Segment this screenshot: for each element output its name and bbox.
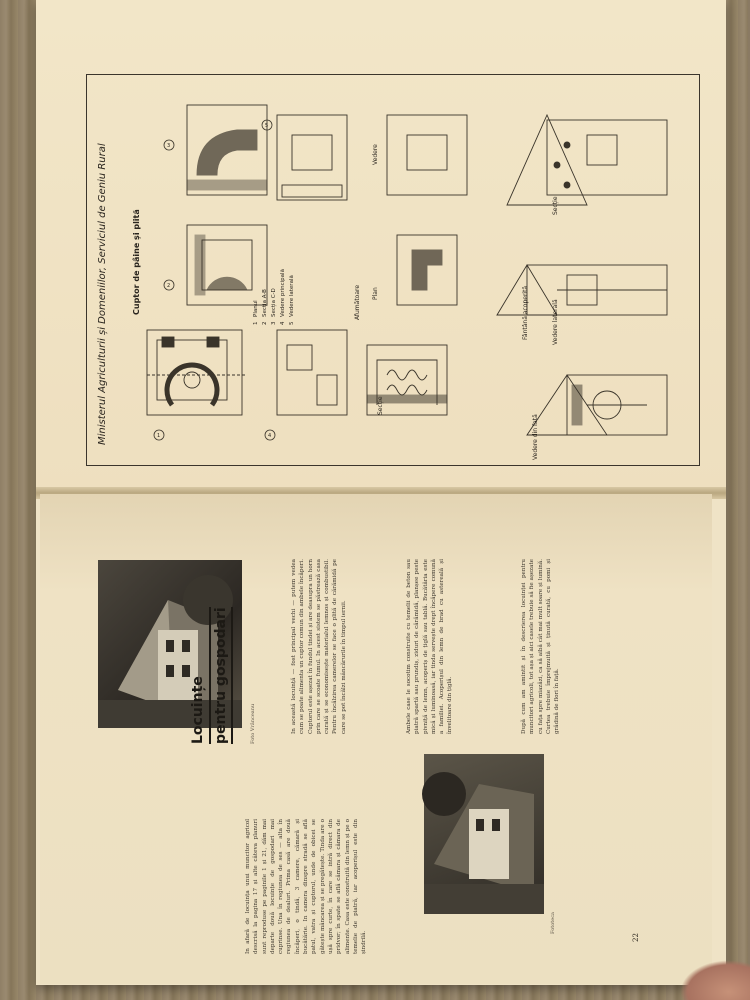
- title-line-1: Locuințe: [190, 676, 206, 744]
- article-title: [190, 607, 233, 744]
- marker-1: 1: [157, 433, 161, 439]
- article-page: [40, 494, 712, 984]
- label-sectie-right: Secție: [552, 196, 559, 215]
- label-vedere-din-fata: Vedere din față: [532, 414, 539, 460]
- article-column-1: In afară de locuința unui muncitor agricol descrisă la pagina 17 și alte câteva planuri sunt reproduse pe paginile 1 și 21, dăm mai departe două locuințe de gospodari mai cuprinse. Una în regiunea de ses — alta în regiunea de dealuri. Prima casă are două încăperi, o tindă, 3 camere, cămară și bucătărie. In camera dinspre stradă se află patul, vatra și cuptorul, unde de obicei se gătește mâncarea și se pregătește. Tinda are o ușă spre curte, în care se intră direct din pridvor; în spate se află cămara și cămara de alimente. Casa este construită din lemn și pe o temelie de piatră, iar acoperișul este din șindrilă.: [245, 819, 368, 954]
- legend-label-5: Vedere laterală: [289, 275, 295, 317]
- legend-label-3: Secția C-D: [271, 288, 277, 317]
- section-title: Cuptor de pâine și plită: [132, 209, 141, 315]
- open-magazine: [36, 0, 726, 985]
- article-column-2: In această locuință — fost principal vechi — putem vedea cum se poate alimenta un cuptor comun din ambele încăperi. Cuptorul este așezat în fundul tindei și are deasupra un horn prin care se scoate fumul. In acest sistem se păstrează casa curată și se economisește materialul lemnos și combustibil. Pentru încălzirea camerelor se face o plită de cărămidă pe care se pot încălzi mâncărurile în timpul iernii.: [291, 559, 347, 734]
- label-plan: Plan: [372, 287, 379, 300]
- drawing-page: [36, 0, 726, 494]
- oven-side-view: [277, 115, 347, 200]
- legend-label-1: Planul: [253, 300, 259, 317]
- label-vedere-laterala: Vedere laterală: [552, 299, 559, 345]
- article-column-4: După cum am amintit și în descrierea locuinței pentru muncitori agricoli, tot așa și aici casele trebuie să fie așezate cu fața spre miazăzi, ca să aibă cât mai mult soare și lumină. Curtea trebuie împrejmuită și ținută curată, cu pomi și grădină de flori în față.: [521, 559, 561, 734]
- label-sectie-top: Secție: [377, 396, 384, 415]
- legend-num-3: 3: [271, 321, 277, 325]
- drawing-title: Ministerul Agriculturii și Domeniilor, Serviciul de Geniu Rural: [97, 143, 108, 445]
- house-photo-bottom: [424, 754, 544, 914]
- label-vedere: Vedere: [372, 144, 379, 165]
- label-fantana: Fântână acoperită: [522, 285, 529, 340]
- oven-section-ab: [187, 225, 267, 305]
- well-front-view: [527, 375, 667, 435]
- oven-plan-drawing: [147, 330, 247, 415]
- legend-num-2: 2: [262, 321, 268, 325]
- legend-num-5: 5: [289, 321, 295, 325]
- marker-3: 3: [167, 143, 171, 149]
- legend-num-4: 4: [280, 321, 286, 325]
- label-afumatoare: Afumătoare: [354, 284, 361, 320]
- title-line-2: pentru gospodari: [209, 607, 233, 744]
- smokehouse-view: [387, 115, 467, 195]
- smokehouse-plan: [397, 235, 457, 305]
- photo-caption-2: Fototeca: [550, 912, 556, 934]
- oven-front-view: [277, 330, 347, 415]
- hand-thumb: [680, 960, 750, 1000]
- photo-caption-1: Foto Vrânceanu: [250, 703, 256, 744]
- marker-2: 2: [167, 283, 171, 289]
- article-column-3: Ambele case le socotim construite cu temelii de beton sau piatră spartă sau prundiș, ziduri de cărămidă, planșee peste pivniță de lemn, acoperiș de țiglă sau tablă. Bucătăria este mică și luminoasă, iar tinda servește drept încăpere comună a familiei. Acoperișul din lemn de brad cu astereală și învelitoare din țiglă.: [406, 559, 454, 734]
- legend-label-2: Secția A-B: [262, 289, 268, 317]
- legend: [253, 269, 295, 325]
- marker-5: 5: [265, 123, 269, 129]
- legend-label-4: Vedere principală: [280, 269, 286, 317]
- oven-section-cd: [187, 105, 267, 195]
- architectural-drawing: [87, 75, 699, 465]
- marker-4: 4: [268, 433, 272, 439]
- page-number: 22: [632, 933, 640, 942]
- legend-num-1: 1: [253, 321, 259, 325]
- well-section: [507, 115, 667, 205]
- drawing-frame: [86, 74, 700, 466]
